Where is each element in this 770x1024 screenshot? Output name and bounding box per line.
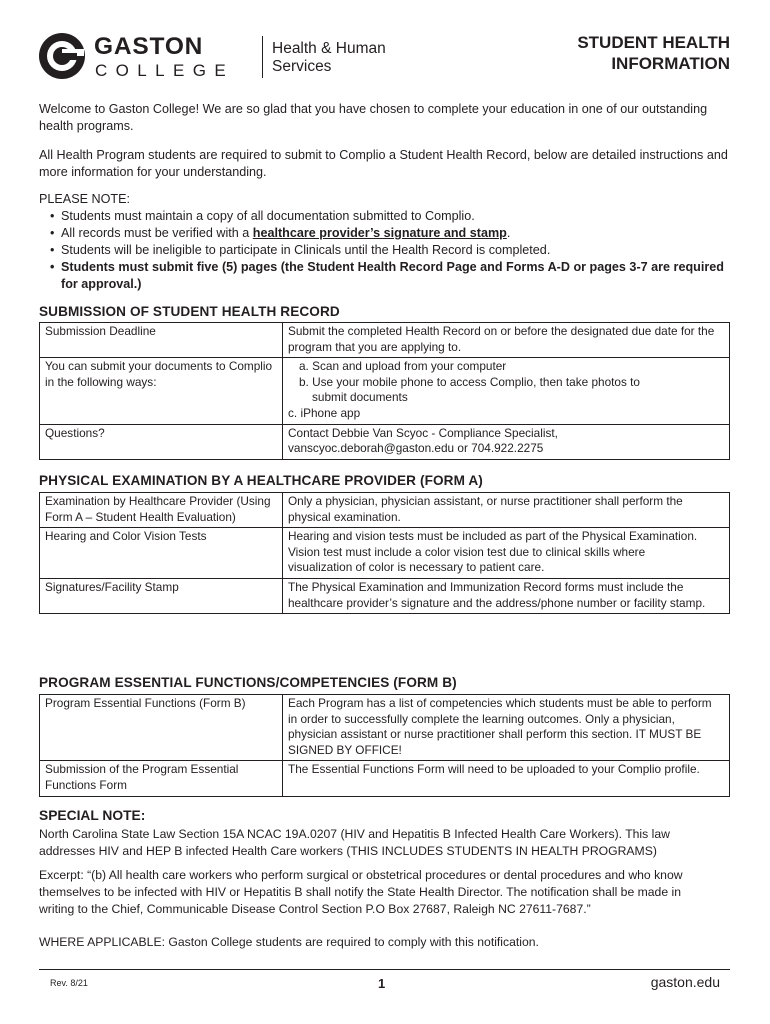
special-note-heading: SPECIAL NOTE: — [39, 808, 146, 823]
essential-functions-table — [39, 694, 730, 797]
submission-option: b. Use your mobile phone to access Complio, then take photos to — [299, 374, 640, 389]
table-row — [40, 493, 730, 528]
document-title — [510, 32, 730, 74]
submission-heading: SUBMISSION OF STUDENT HEALTH RECORD — [39, 304, 340, 319]
table-row — [40, 323, 730, 358]
welcome-paragraph: Welcome to Gaston College! We are so glad that you have chosen to complete your education in one of our outstanding health programs. — [39, 102, 708, 133]
excerpt-text: Excerpt: “(b) All health care workers who perform surgical or obstetrical procedures or dental procedures and who know themselves to be infected with HIV or Hepatitis B shall notify the State Health Director. The notification shall be made in — [39, 868, 683, 899]
table-row — [40, 578, 730, 613]
physical-exam-table — [39, 492, 730, 614]
essential-functions-heading: PROGRAM ESSENTIAL FUNCTIONS/COMPETENCIES (FORM B) — [39, 675, 457, 690]
special-note-excerpt — [39, 867, 729, 918]
submission-table — [39, 322, 730, 460]
table-cell-label: Signatures/Facility Stamp — [40, 578, 283, 613]
contact-details: vanscyoc.deborah@gaston.edu or 704.922.2275 — [288, 441, 544, 456]
website-url: gaston.edu — [650, 974, 720, 990]
please-note — [39, 191, 729, 293]
table-cell-value: Only a physician, physician assistant, or nurse practitioner shall perform the physical examination. — [283, 493, 730, 528]
special-note-applicability: WHERE APPLICABLE: Gaston College students are required to comply with this notification. — [39, 935, 539, 949]
table-row — [40, 528, 730, 579]
page-number: 1 — [378, 976, 386, 991]
title-line-1: STUDENT HEALTH — [577, 33, 730, 52]
table-cell-label: You can submit your documents to Complio in the following ways: — [40, 358, 283, 424]
list-item-text: All records must be verified with a — [61, 226, 253, 240]
table-cell-value: Each Program has a list of competencies which students must be able to perform in order to successfully complete the learning outcomes. Only a physician, physician assistant or nurse practitioner shall perform this section. IT MUST BE SIGNED BY OFFICE! — [283, 695, 730, 761]
table-cell-value: Submit the completed Health Record on or before the designated due date for the program that you are applying to. — [283, 323, 730, 358]
table-cell-label: Program Essential Functions (Form B) — [40, 695, 283, 761]
department-name — [272, 40, 386, 76]
vision-test-text-continued: visualization of color is necessary to patient care. — [288, 560, 545, 575]
list-item-text: . — [506, 226, 511, 240]
table-cell-label: Examination by Healthcare Provider (Using Form A – Student Health Evaluation) — [40, 493, 283, 528]
please-note-label: PLEASE NOTE: — [39, 192, 130, 206]
gaston-g-logo-icon — [38, 32, 86, 80]
table-cell-value — [283, 358, 730, 424]
submission-option: c. iPhone app — [288, 405, 361, 420]
list-item — [39, 225, 729, 242]
requirement-paragraph: All Health Program students are required to submit to Complio a Student Health Record, below are detailed instructions and more information for your understanding. — [39, 148, 728, 179]
table-row — [40, 695, 730, 761]
table-cell-label: Questions? — [40, 424, 283, 459]
department-line-2: Services — [272, 58, 332, 75]
table-cell-value: The Essential Functions Form will need to be uploaded to your Complio profile. — [283, 761, 730, 796]
revision-label: Rev. 8/21 — [50, 978, 88, 988]
table-cell-label: Hearing and Color Vision Tests — [40, 528, 283, 579]
contact-name: Contact Debbie Van Scyoc - Compliance Specialist, — [288, 425, 558, 440]
table-row — [40, 424, 730, 459]
please-note-list — [39, 208, 729, 293]
logo-college: COLLEGE — [95, 61, 235, 80]
submission-option-continued: submit documents — [312, 390, 408, 405]
list-item: • Students will be ineligible to participate in Clinicals until the Health Record is completed. — [39, 242, 729, 259]
special-note-law: North Carolina State Law Section 15A NCAC 19A.0207 (HIV and Hepatitis B Infected Health Care Workers). This law addresses HIV and HEP B infected Health Care workers (THIS INCLUDES STUDENTS IN HEALTH PROGRAMS) — [39, 827, 670, 858]
table-cell-label: Submission Deadline — [40, 323, 283, 358]
department-line-1: Health & Human — [272, 40, 386, 57]
table-cell-label: Submission of the Program Essential Functions Form — [40, 761, 283, 796]
footer-divider — [39, 969, 730, 970]
table-row — [40, 761, 730, 796]
submission-option: a. Scan and upload from your computer — [299, 359, 507, 374]
logo-divider — [262, 36, 263, 78]
table-cell-value — [283, 528, 730, 579]
list-item: • Students must submit five (5) pages (the Student Health Record Page and Forms A-D or pages 3-7 are required for approval.) — [39, 259, 729, 293]
table-cell-value — [283, 424, 730, 459]
excerpt-text-continued: writing to the Chief, Communicable Disease Control Section P.O Box 27687, Raleigh NC 27611-7687.” — [39, 902, 591, 916]
highlighted-requirement: healthcare provider’s signature and stamp — [252, 226, 507, 240]
list-item: • Students must maintain a copy of all documentation submitted to Complio. — [39, 208, 729, 225]
table-row — [40, 358, 730, 424]
vision-test-text: Hearing and vision tests must be included as part of the Physical Examination. Vision test must include a color vision test due to clinical skills where — [288, 529, 698, 559]
logo-name: GASTON — [94, 33, 204, 60]
table-cell-value: The Physical Examination and Immunization Record forms must include the healthcare provider’s signature and the address/phone number or facility stamp. — [283, 578, 730, 613]
title-line-2: INFORMATION — [611, 54, 730, 73]
physical-exam-heading: PHYSICAL EXAMINATION BY A HEALTHCARE PROVIDER (FORM A) — [39, 473, 483, 488]
